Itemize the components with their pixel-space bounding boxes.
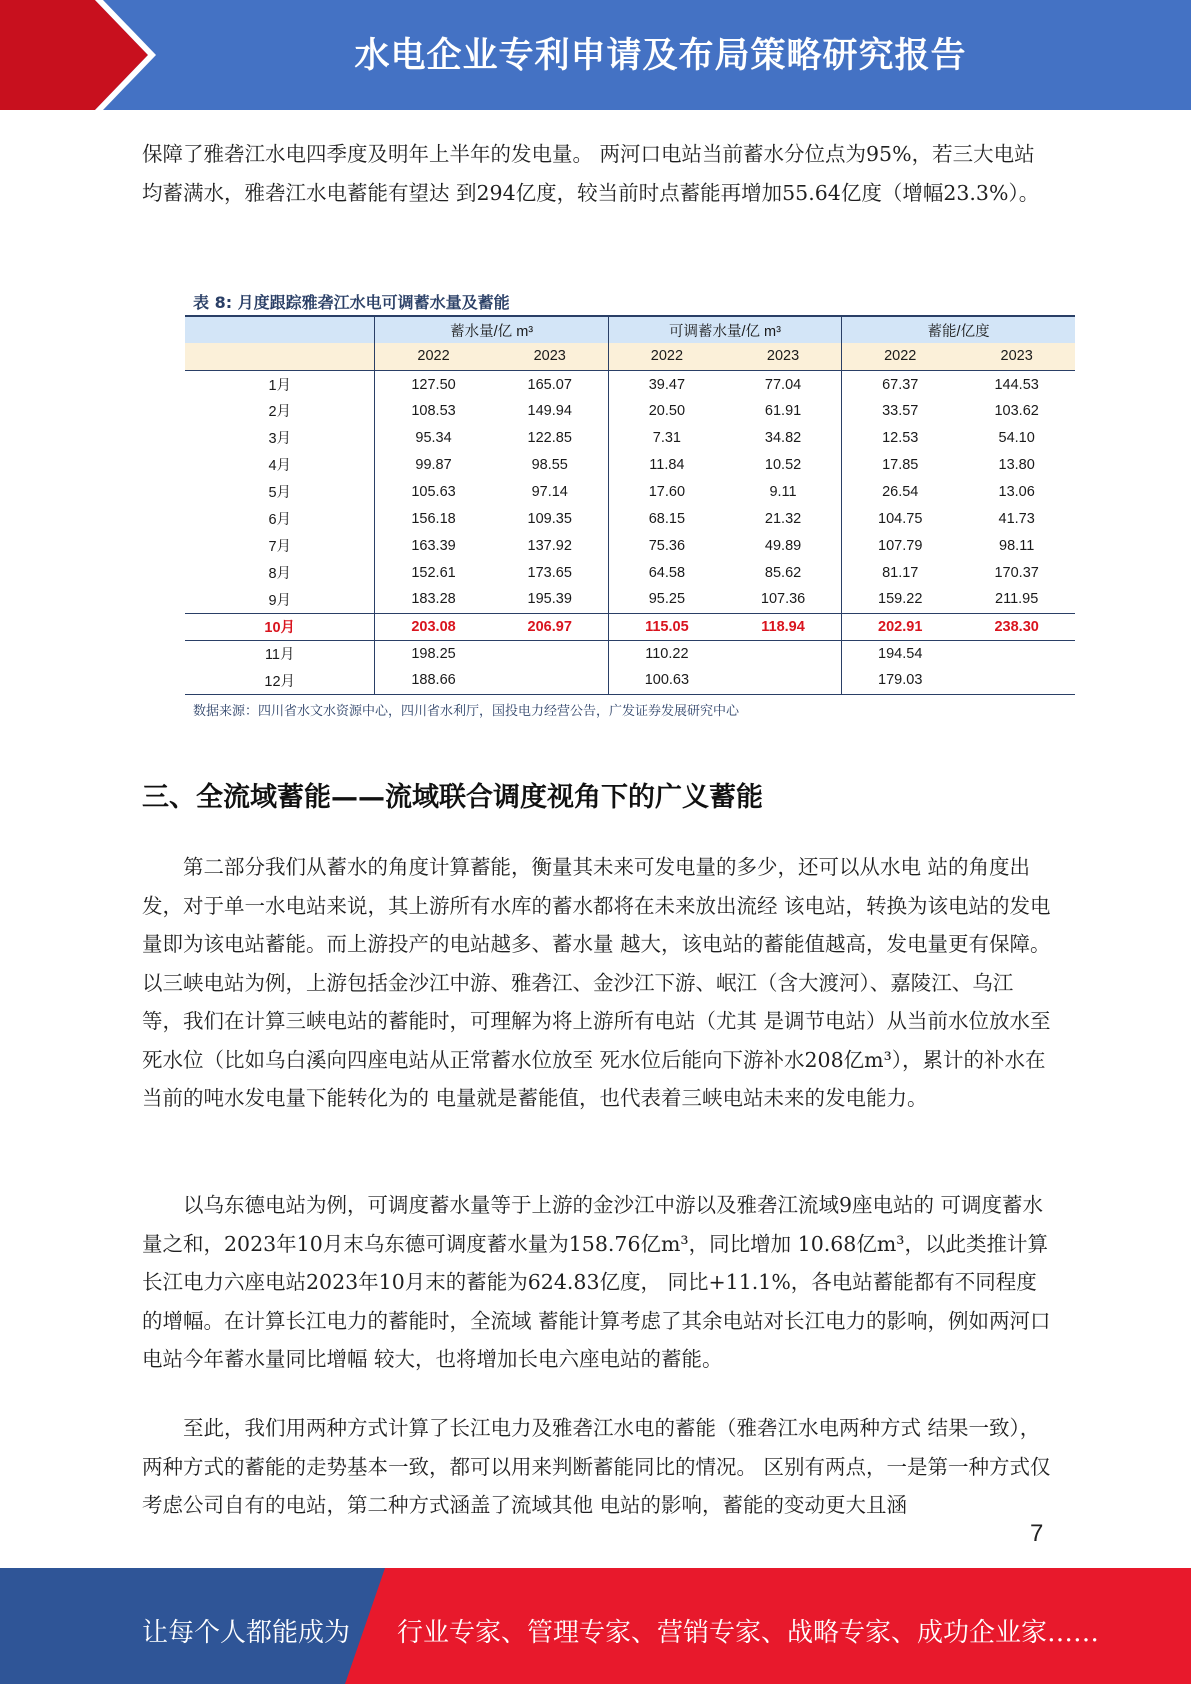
- table-cell: 13.06: [998, 483, 1035, 500]
- table-cell: 33.57: [882, 402, 919, 419]
- table-year-cell: 2023: [492, 343, 609, 370]
- body-paragraph: 第二部分我们从蓄水的角度计算蓄能，衡量其未来可发电量的多少，还可以从水电 站的角度出发，对于单一水电站来说，其上游所有水库的蓄水都将在未来放出流经 该电站，转换为该电站的发电量即为该电站蓄能。而上游投产的电站越多、蓄水量 越大，该电站的蓄能值越高，发电量更有保障。 以三峡电站为例，上游包括金沙江中游、雅砻江、金沙江下游、岷江（含大渡河）、嘉陵江、乌江等，我们在计算三峡电站的蓄能时，可理解为将上游所有电站（尤其 是调节电站）从当前水位放水至死水位（比如乌白溪向四座电站从正常蓄水位放至 死水位后能向下游补水208亿m³），累计的补水在当前的吨水发电量下能转化为的 电量就是蓄能值，也代表着三峡电站未来的发电能力。: [142, 855, 1051, 1110]
- table-row: [185, 559, 1075, 586]
- table-month-cell: 9月: [185, 586, 375, 613]
- table-year-cell: 2023: [725, 343, 842, 370]
- footer-slogan-left: 让每个人都能成为: [142, 1618, 351, 1648]
- table-row: [185, 640, 1075, 667]
- table-cell: 97.14: [492, 478, 609, 505]
- table-cell: 170.37: [994, 564, 1039, 581]
- table-cell: 64.58: [648, 564, 686, 581]
- table-row: [185, 397, 1075, 424]
- table-cell: [958, 667, 1075, 694]
- table-cell: 198.25: [411, 645, 456, 662]
- table-row: [185, 532, 1075, 559]
- page-footer: [0, 1568, 1191, 1684]
- table-month-cell: 4月: [185, 451, 375, 478]
- table-row: [185, 370, 1075, 397]
- table-cell: 12.53: [882, 429, 919, 446]
- table-row: [185, 424, 1075, 451]
- table-year-cell: 2022: [375, 343, 492, 370]
- table-cell: 137.92: [492, 532, 609, 559]
- table-cell: 77.04: [725, 370, 842, 397]
- table-cell: 54.10: [998, 429, 1035, 446]
- table-cell: 11.84: [649, 456, 685, 473]
- table-cell: 127.50: [411, 376, 456, 393]
- header-chevron-icon: [0, 0, 160, 110]
- table-cell: 173.65: [492, 559, 609, 586]
- table-row: [185, 478, 1075, 505]
- table-cell: 144.53: [994, 376, 1039, 393]
- table-row-highlighted: [185, 613, 1075, 640]
- table-corner-cell: [185, 316, 375, 343]
- table-cell: 21.32: [725, 505, 842, 532]
- table-cell: 100.63: [608, 667, 725, 694]
- table-cell: 104.75: [878, 510, 923, 527]
- table-cell: [725, 640, 842, 667]
- table-cell: [725, 667, 842, 694]
- table-year-cell: 2022: [842, 343, 959, 370]
- table-month-cell: 5月: [185, 478, 375, 505]
- table-cell: 9.11: [725, 478, 842, 505]
- table-body: [185, 370, 1075, 694]
- table-cell: 156.18: [411, 510, 456, 527]
- table-cell: 238.30: [958, 613, 1075, 640]
- table-cell: 41.73: [998, 510, 1035, 527]
- table-cell: 110.22: [645, 645, 689, 662]
- table-group-header-cell: 蓄能/亿度: [842, 316, 1075, 343]
- table-cell: 165.07: [492, 370, 609, 397]
- table-cell: 206.97: [492, 613, 609, 640]
- table-cell: 95.34: [415, 429, 452, 446]
- table-month-cell: 8月: [185, 559, 375, 586]
- table-cell: 85.62: [725, 559, 842, 586]
- table-cell: 26.54: [882, 483, 919, 500]
- table-cell: 10.52: [725, 451, 842, 478]
- report-title: 水电企业专利申请及布局策略研究报告: [354, 36, 967, 76]
- table-corner-cell: [185, 343, 375, 370]
- table-cell: 75.36: [648, 537, 686, 554]
- table-year-header: [185, 343, 1075, 370]
- table-row: [185, 667, 1075, 694]
- table-month-cell: 10月: [185, 613, 375, 640]
- table-group-header: [185, 316, 1075, 343]
- table-group-header-cell: 可调蓄水量/亿 m³: [608, 316, 841, 343]
- table-row: [185, 451, 1075, 478]
- table-cell: 107.36: [725, 586, 842, 613]
- table-cell: [492, 640, 609, 667]
- table-cell: 183.28: [411, 591, 456, 608]
- table-cell: 17.85: [882, 456, 919, 473]
- storage-table: [185, 315, 1075, 695]
- table-cell: 95.25: [648, 591, 686, 608]
- table-cell: 67.37: [882, 376, 919, 393]
- table-cell: 107.79: [878, 537, 923, 554]
- table-cell: 81.17: [882, 564, 919, 581]
- table-month-cell: 3月: [185, 424, 375, 451]
- intro-paragraph: 保障了雅砻江水电四季度及明年上半年的发电量。 两河口电站当前蓄水分位点为95%，若三大电站均蓄满水，雅砻江水电蓄能有望达 到294亿度，较当前时点蓄能再增加55.64亿度（增幅23.3%）。: [142, 142, 1040, 205]
- table-cell: 194.54: [878, 645, 923, 662]
- table-month-cell: 12月: [185, 667, 375, 694]
- page-header: [0, 0, 1191, 110]
- table-row: [185, 505, 1075, 532]
- table-year-cell: 2022: [608, 343, 725, 370]
- table-cell: 7.31: [652, 429, 681, 446]
- table-month-cell: 7月: [185, 532, 375, 559]
- body-paragraph: 以乌东德电站为例，可调度蓄水量等于上游的金沙江中游以及雅砻江流域9座电站的 可调度蓄水量之和，2023年10月末乌东德可调度蓄水量为158.76亿m³，同比增加 10.68亿m³，以此类推计算长江电力六座电站2023年10月末的蓄能为624.83亿度， 同比+11.1%，各电站蓄能都有不同程度的增幅。在计算长江电力的蓄能时，全流域 蓄能计算考虑了其余电站对长江电力的影响，例如两河口电站今年蓄水量同比增幅 较大，也将增加长电六座电站的蓄能。: [142, 1193, 1051, 1371]
- table-cell: 109.35: [492, 505, 609, 532]
- table-month-cell: 6月: [185, 505, 375, 532]
- table-cell: [492, 667, 609, 694]
- table-cell: 68.15: [648, 510, 686, 527]
- table-cell: 195.39: [492, 586, 609, 613]
- table-cell: 99.87: [415, 456, 452, 473]
- body-paragraph: 至此，我们用两种方式计算了长江电力及雅砻江水电的蓄能（雅砻江水电两种方式 结果一致），两种方式的蓄能的走势基本一致，都可以用来判断蓄能同比的情况。 区别有两点，一是第一种方式仅考虑公司自有的电站，第二种方式涵盖了流域其他 电站的影响，蓄能的变动更大且涵: [142, 1416, 1051, 1517]
- table-cell: 20.50: [648, 402, 686, 419]
- table-cell: 61.91: [725, 397, 842, 424]
- table-cell: 159.22: [878, 591, 923, 608]
- table-cell: 34.82: [725, 424, 842, 451]
- table-cell: 98.11: [999, 537, 1035, 554]
- table-cell: 13.80: [998, 456, 1035, 473]
- table-cell: 108.53: [411, 402, 456, 419]
- table-cell: 122.85: [492, 424, 609, 451]
- table-cell: 17.60: [648, 483, 686, 500]
- table-cell: 105.63: [411, 483, 456, 500]
- table-cell: 115.05: [608, 613, 725, 640]
- table-cell: 211.95: [995, 591, 1039, 608]
- table-month-cell: 2月: [185, 397, 375, 424]
- table-cell: 103.62: [994, 402, 1039, 419]
- table-month-cell: 1月: [185, 370, 375, 397]
- table-cell: 118.94: [725, 613, 842, 640]
- page-number: 7: [1030, 1520, 1044, 1547]
- table-cell: [958, 640, 1075, 667]
- table-row: [185, 586, 1075, 613]
- table-cell: 39.47: [648, 376, 686, 393]
- table-cell: 202.91: [842, 613, 959, 640]
- table-cell: 203.08: [375, 613, 492, 640]
- table-cell: 149.94: [492, 397, 609, 424]
- table-month-cell: 11月: [185, 640, 375, 667]
- table-cell: 179.03: [842, 667, 959, 694]
- footer-slogan-right: 行业专家、管理专家、营销专家、战略专家、成功企业家……: [397, 1618, 1100, 1648]
- table-cell: 188.66: [375, 667, 492, 694]
- table-caption: 表 8: 月度跟踪雅砻江水电可调蓄水量及蓄能: [193, 293, 510, 312]
- table-cell: 152.61: [411, 564, 456, 581]
- table-group-header-cell: 蓄水量/亿 m³: [375, 316, 608, 343]
- table-cell: 98.55: [492, 451, 609, 478]
- table-source-note: 数据来源：四川省水文水资源中心，四川省水利厅，国投电力经营公告，广发证券发展研究中心: [193, 704, 740, 719]
- table-year-cell: 2023: [958, 343, 1075, 370]
- table-cell: 163.39: [411, 537, 456, 554]
- table-cell: 49.89: [725, 532, 842, 559]
- section-heading: 三、全流域蓄能——流域联合调度视角下的广义蓄能: [142, 782, 763, 813]
